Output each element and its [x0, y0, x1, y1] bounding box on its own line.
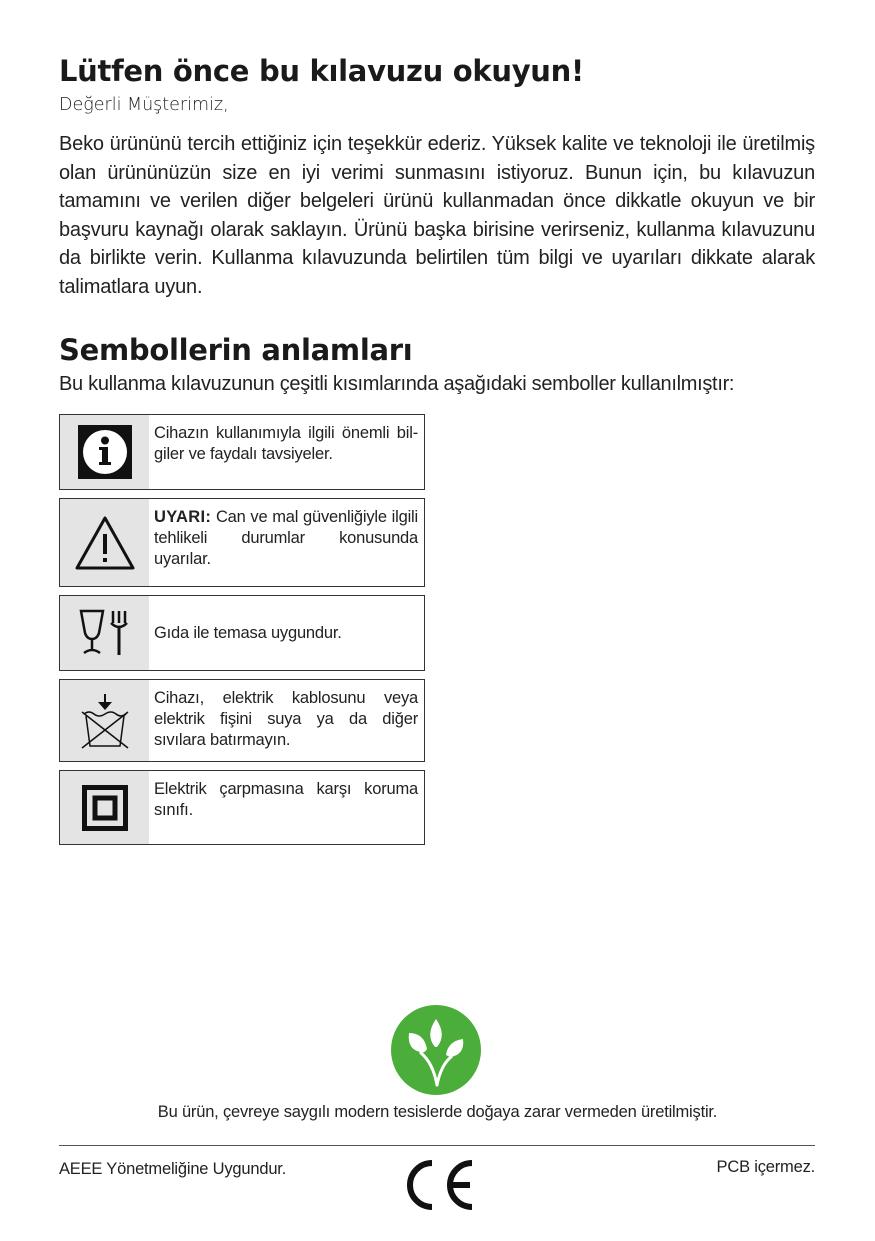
- class-ii-icon: [60, 771, 149, 844]
- ce-mark-icon: [398, 1157, 476, 1213]
- footer-pcb: PCB içermez.: [716, 1158, 815, 1176]
- symbol-text: Cihazı, elektrik kablosunu veya elektrik fişini suya ya da diğer sıvılara batırmayın.: [154, 689, 418, 749]
- symbol-text: Elektrik çarpmasına karşı koruma sınıfı.: [154, 780, 418, 819]
- symbol-row-warning: [59, 498, 425, 587]
- footer-aeee: AEEE Yönetmeliğine Uygundur.: [59, 1160, 287, 1178]
- warning-icon: [60, 499, 149, 586]
- symbol-row-immersion: [59, 679, 425, 762]
- page-title: Lütfen önce bu kılavuzu okuyun!: [59, 54, 584, 88]
- intro-paragraph: Beko ürününü tercih ettiğiniz için teşekkür ederiz. Yüksek kalite ve teknoloji ile üretilmiş olan ürününüzün size en iyi verimi sunmasını istiyoruz. Bunun için, bu kılavuzun tamamını ve verilen diğer belgeleri ürünü kullanmadan önce dikkatle okuyun ve bir başvuru kaynağı olarak saklayın. Ürünü başka birisine verirseniz, kullanma kılavuzunu da birlikte verin. Kullanma kılavuzunda belirtilen tüm bilgi ve uyarıları dikkate alarak talimatlara uyun.: [59, 133, 815, 298]
- no-immersion-icon: [60, 680, 149, 761]
- symbol-row-food: [59, 595, 425, 671]
- symbol-text: [149, 499, 424, 586]
- warning-text: Can ve mal güvenliğiyle ilgili tehlikeli durumlar konusunda uyarılar.: [154, 508, 418, 568]
- symbol-row-class-ii: [59, 770, 425, 845]
- eco-note: Bu ürün, çevreye saygılı modern tesislerde doğaya zarar vermeden üretilmiştir.: [157, 1103, 718, 1121]
- symbol-row-info: [59, 414, 425, 490]
- info-icon: [60, 415, 149, 489]
- eco-leaf-icon: [391, 1005, 481, 1095]
- symbols-heading: Sembollerin anlamları: [59, 333, 413, 367]
- symbol-text: Gıda ile temasa uygundur.: [154, 623, 342, 642]
- warning-label: UYARI:: [154, 508, 212, 526]
- symbol-text: Cihazın kullanımıyla ilgili önemli bil-giler ve faydalı tavsiyeler.: [154, 424, 418, 463]
- footer-divider: [59, 1145, 815, 1146]
- food-contact-icon: [60, 596, 149, 670]
- salutation: Değerli Müşterimiz,: [59, 95, 229, 115]
- symbols-intro: Bu kullanma kılavuzunun çeşitli kısımlarında aşağıdaki semboller kullanılmıştır:: [59, 373, 735, 395]
